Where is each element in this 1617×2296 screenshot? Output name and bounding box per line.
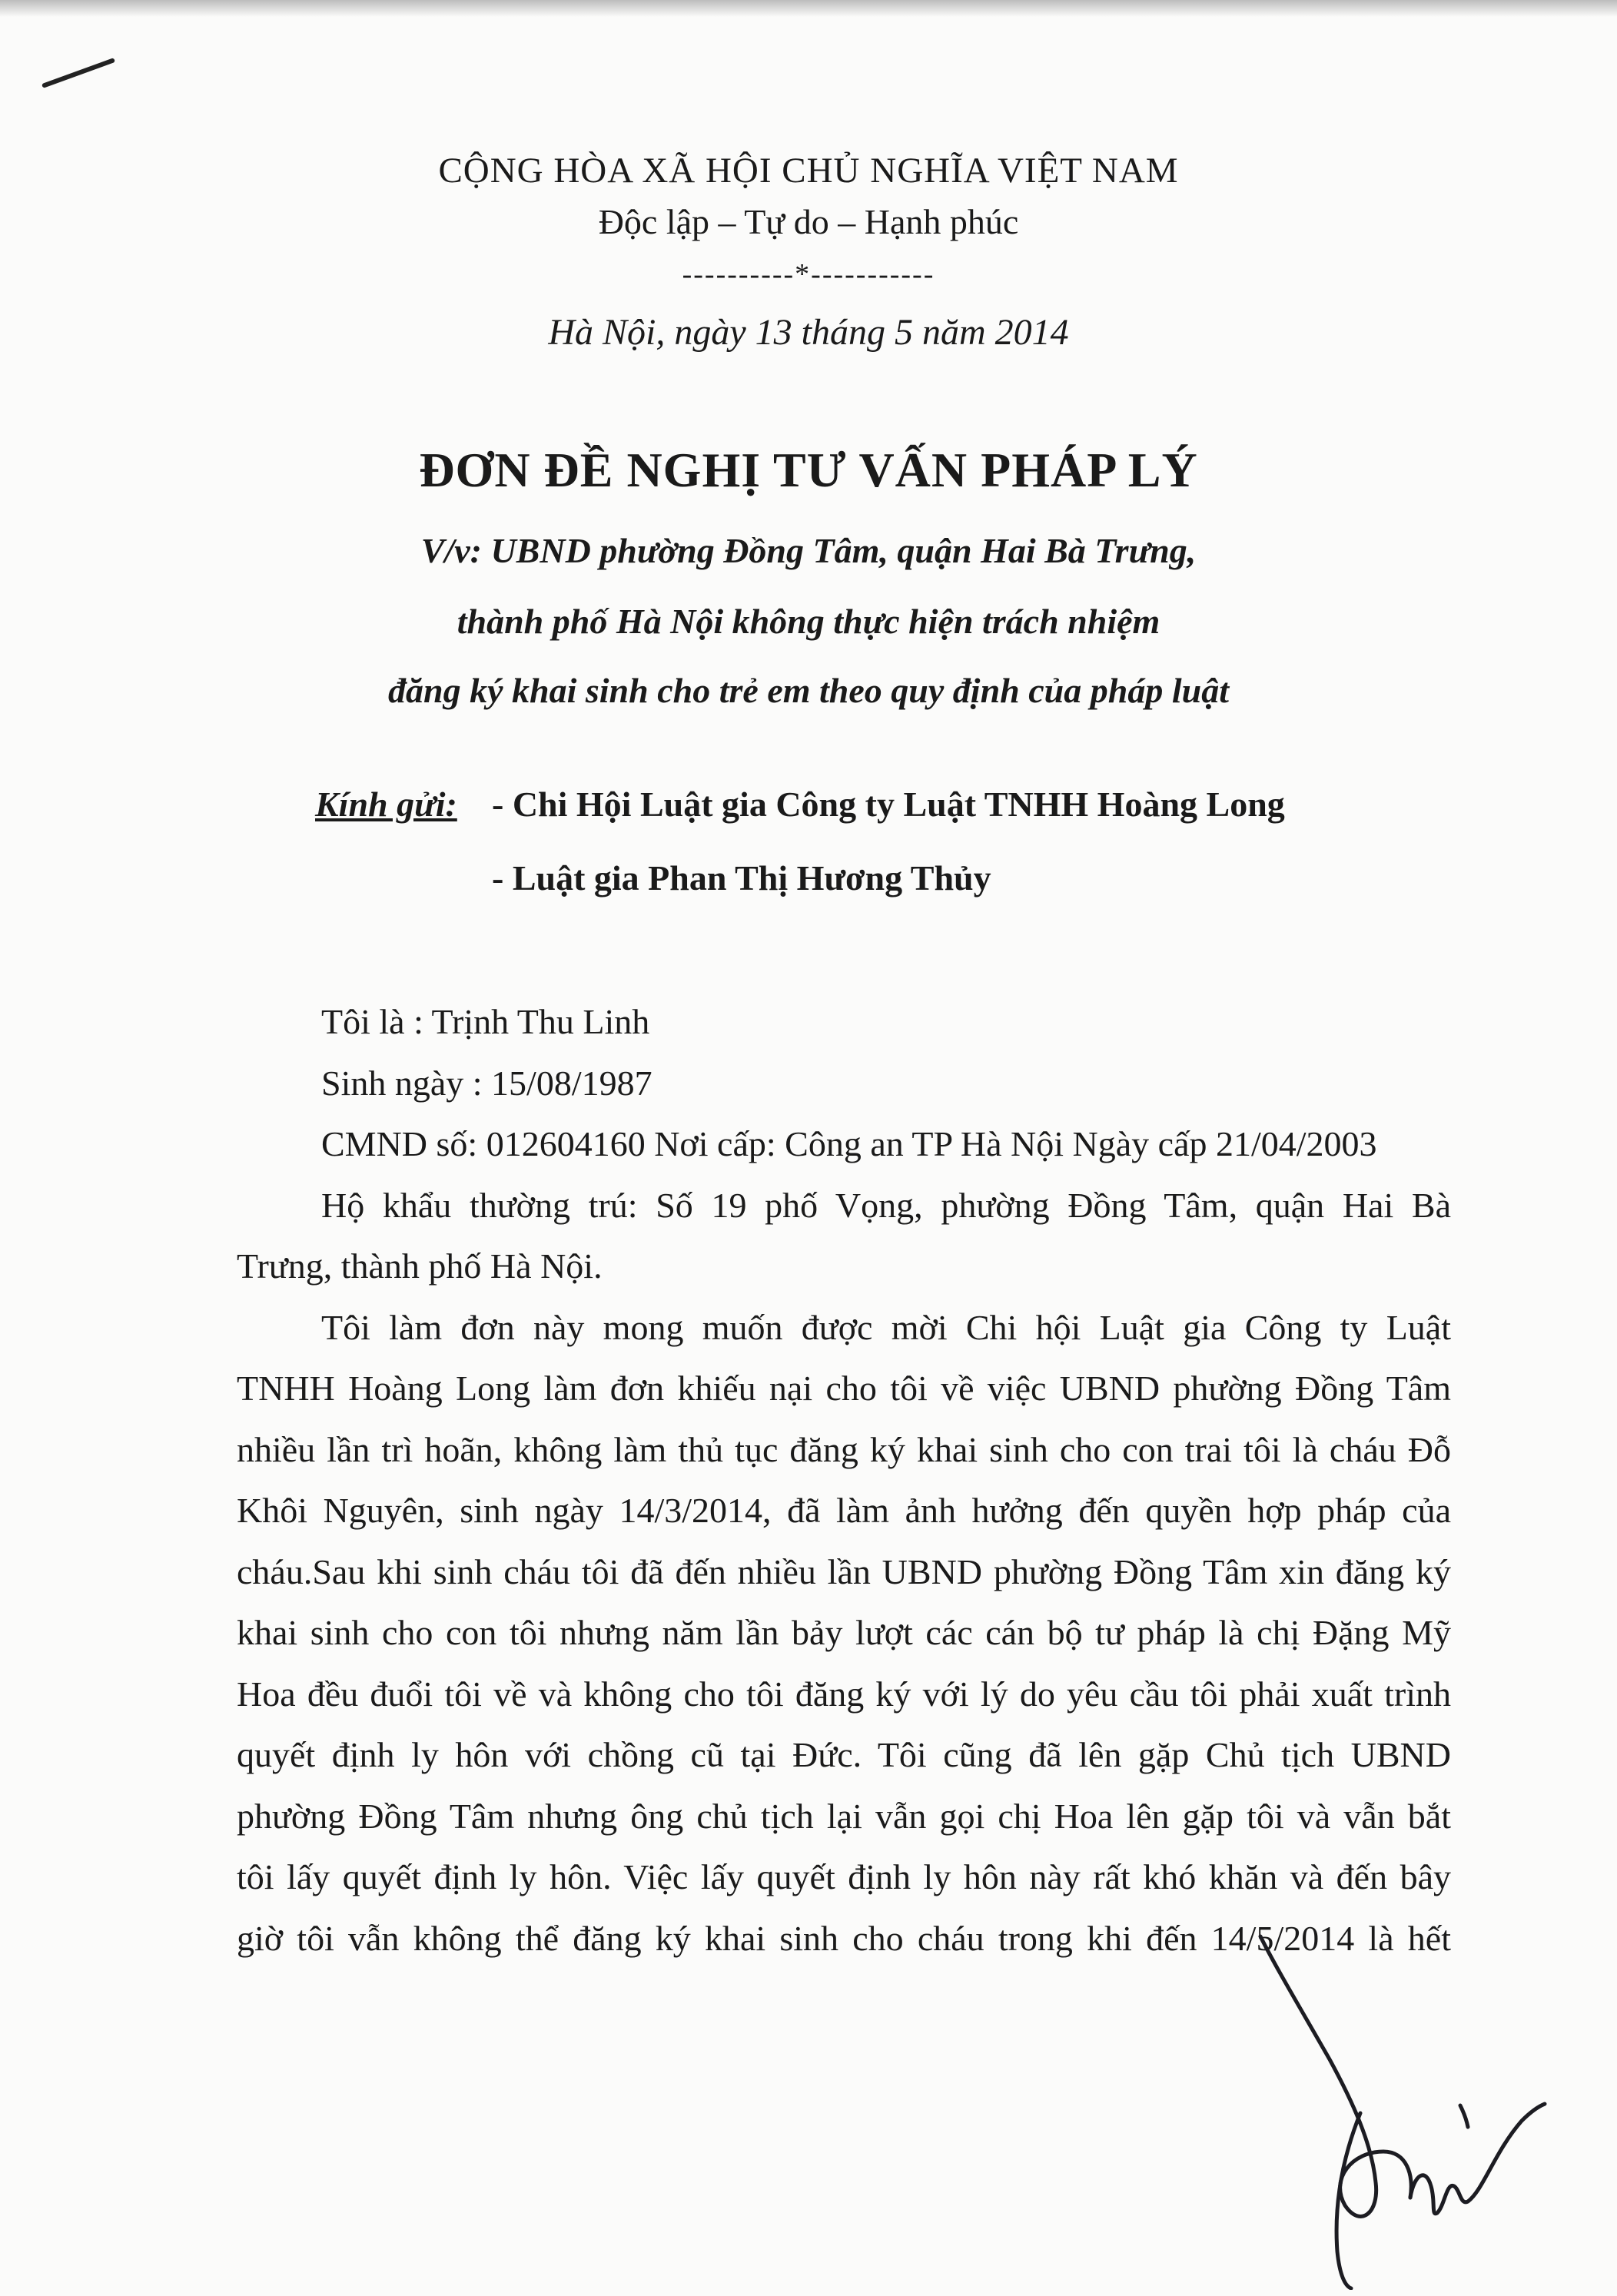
body-line: Tôi làm đơn này mong muốn được mời Chi hội Luật gia Công ty Luật: [321, 1307, 1451, 1347]
recipient-item: - Luật gia Phan Thị Hương Thủy: [492, 858, 991, 897]
body-line: nhiều lần trì hoãn, không làm thủ tục đăng ký khai sinh cho con trai tôi là cháu Đỗ: [237, 1429, 1451, 1469]
body-line: Trưng, thành phố Hà Nội.: [237, 1246, 603, 1286]
body-line: tôi lấy quyết định ly hôn. Việc lấy quyết định ly hôn này rất khó khăn và đến bây: [237, 1857, 1451, 1896]
heading-divider: ----------*-----------: [682, 258, 935, 290]
recipient-item: - Chi Hội Luật gia Công ty Luật TNHH Hoàng Long: [492, 785, 1285, 824]
body-line: cháu.Sau khi sinh cháu tôi đã đến nhiều lần UBND phường Đồng Tâm xin đăng ký: [237, 1551, 1451, 1591]
body-line: khai sinh cho con tôi nhưng năm lần bảy lượt các cán bộ tư pháp là chị Đặng Mỹ: [237, 1613, 1451, 1652]
place-date-line: Hà Nội, ngày 13 tháng 5 năm 2014: [548, 312, 1069, 353]
body-line: quyết định ly hôn với chồng cũ tại Đức. Tôi cũng đã lên gặp Chủ tịch UBND: [237, 1735, 1451, 1774]
motto: Độc lập – Tự do – Hạnh phúc: [598, 202, 1019, 241]
body-line: Hộ khẩu thường trú: Số 19 phố Vọng, phường Đồng Tâm, quận Hai Bà: [321, 1185, 1451, 1225]
subject-line: V/v: UBND phường Đồng Tâm, quận Hai Bà Trưng,: [420, 531, 1197, 570]
letter-body: [237, 991, 1451, 1969]
scan-edge-shadow: [0, 0, 1617, 17]
recipient-row: [315, 858, 1468, 931]
subject-line: thành phố Hà Nội không thực hiện trách nhiệm: [457, 602, 1160, 641]
document-title: ĐƠN ĐỀ NGHỊ TƯ VẤN PHÁP LÝ: [419, 443, 1198, 497]
body-line: Tôi là : Trịnh Thu Linh: [321, 1002, 650, 1041]
body-line: Sinh ngày : 15/08/1987: [321, 1063, 652, 1103]
body-line: Hoa đều đuổi tôi về và không cho tôi đăng ký với lý do yêu cầu tôi phải xuất trình: [237, 1674, 1451, 1714]
recipients-label: Kính gửi:: [315, 785, 457, 824]
body-line: Khôi Nguyên, sinh ngày 14/3/2014, đã làm ảnh hưởng đến quyền hợp pháp của: [237, 1491, 1451, 1530]
subject-line: đăng ký khai sinh cho trẻ em theo quy định của pháp luật: [388, 671, 1229, 710]
pen-mark: [42, 58, 115, 88]
body-line: giờ tôi vẫn không thể đăng ký khai sinh cho cháu trong khi đến 14/5/2014 là hết: [237, 1918, 1451, 1958]
handwritten-signature: [1230, 1921, 1552, 2290]
body-line: CMND số: 012604160 Nơi cấp: Công an TP Hà Nội Ngày cấp 21/04/2003: [321, 1124, 1377, 1163]
body-line: TNHH Hoàng Long làm đơn khiếu nại cho tôi về việc UBND phường Đồng Tâm: [237, 1369, 1451, 1408]
body-line: phường Đồng Tâm nhưng ông chủ tịch lại vẫn gọi chị Hoa lên gặp tôi và vẫn bắt: [237, 1796, 1451, 1836]
recipient-row: [315, 784, 1468, 858]
nation-heading: CỘNG HÒA XÃ HỘI CHỦ NGHĨA VIỆT NAM: [438, 151, 1179, 191]
recipients-block: [315, 784, 1468, 931]
